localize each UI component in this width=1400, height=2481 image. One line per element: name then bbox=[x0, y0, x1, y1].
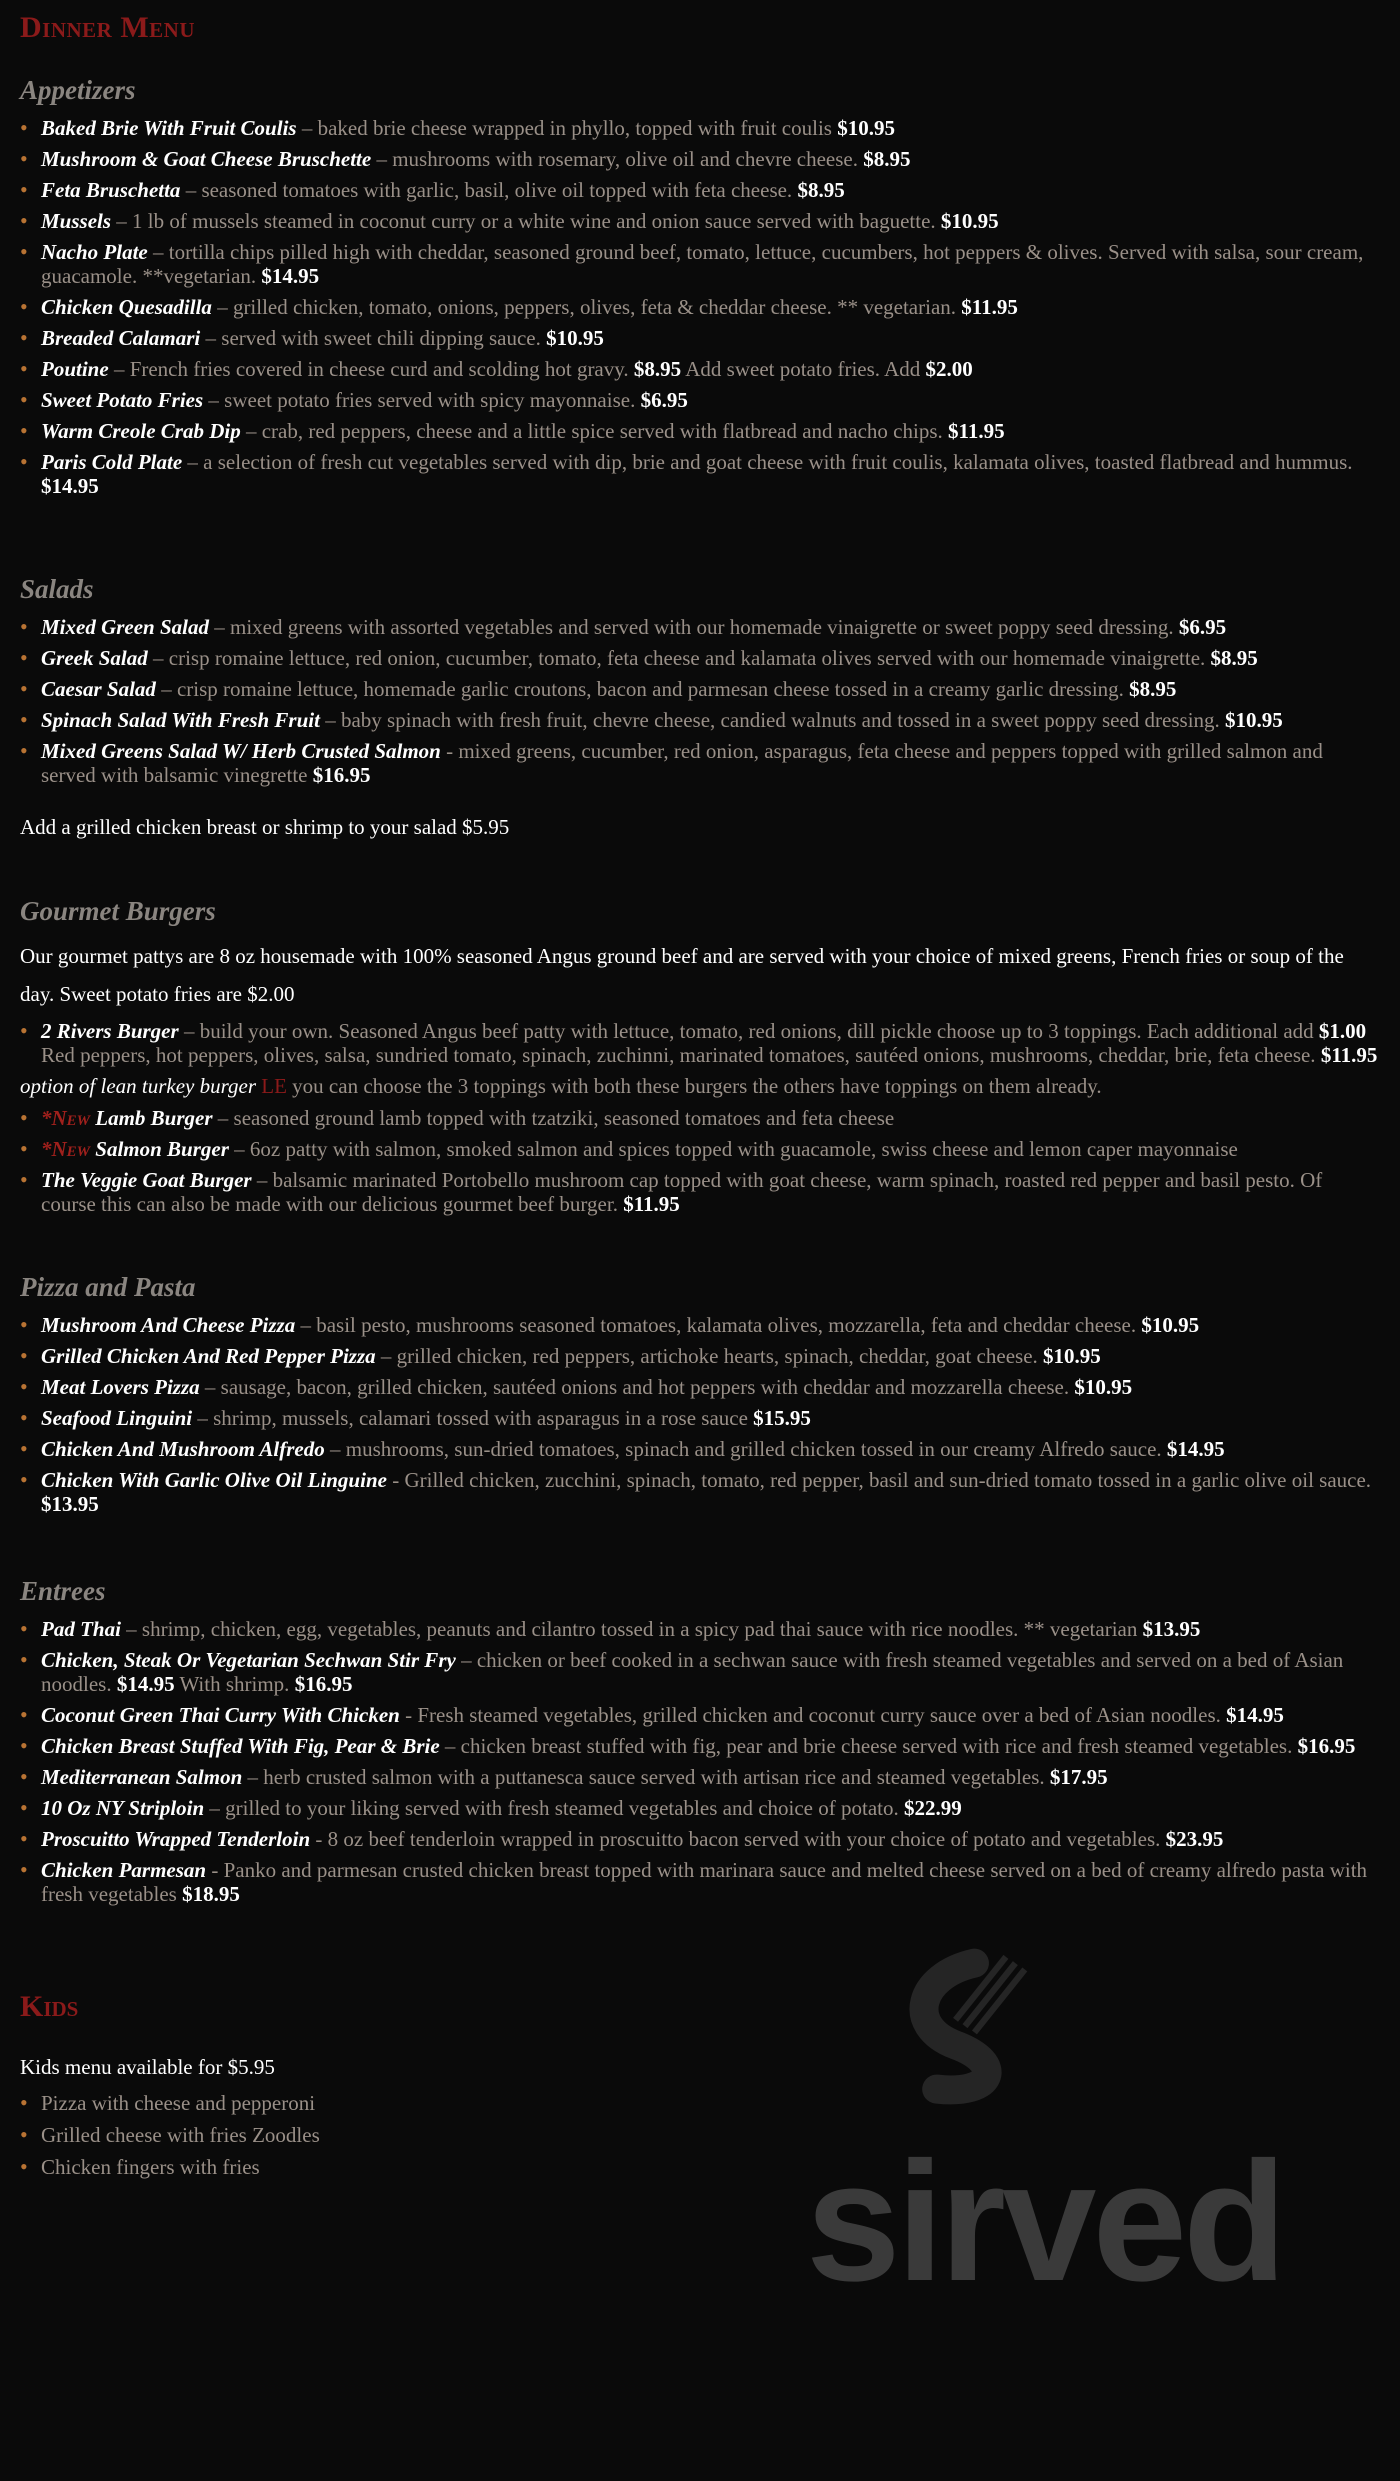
list-item: • Chicken fingers with fries bbox=[20, 2155, 1380, 2179]
appetizers-list bbox=[20, 116, 1380, 498]
menu-item: • Chicken And Mushroom Alfredo – mushrooms, sun-dried tomatoes, spinach and grilled chicken tossed in our creamy Alfredo sauce. $14.95 bbox=[20, 1437, 1380, 1461]
menu-item: • *New Salmon Burger – 6oz patty with salmon, smoked salmon and spices topped with guacamole, swiss cheese and lemon caper mayonnaise bbox=[20, 1137, 1380, 1161]
menu-item: • Mixed Greens Salad W/ Herb Crusted Salmon - mixed greens, cucumber, red onion, asparagus, feta cheese and peppers topped with grilled salmon and served with balsamic vinegrette $16.95 bbox=[20, 739, 1380, 787]
kids-heading: Kids bbox=[20, 1990, 79, 2023]
menu-item: • Chicken, Steak Or Vegetarian Sechwan Stir Fry – chicken or beef cooked in a sechwan sauce with fresh steamed vegetables and served on a bed of Asian noodles. $14.95 With shrimp. $16.95 bbox=[20, 1648, 1380, 1696]
menu-item: • Chicken With Garlic Olive Oil Linguine - Grilled chicken, zucchini, spinach, tomato, red pepper, basil and sun-dried tomato tossed in a garlic olive oil sauce. $13.95 bbox=[20, 1468, 1380, 1516]
kids-note: Kids menu available for $5.95 bbox=[20, 2055, 275, 2079]
pizza-heading: Pizza and Pasta bbox=[20, 1272, 196, 1302]
menu-item: • 10 Oz NY Striploin – grilled to your liking served with fresh steamed vegetables and choice of potato. $22.99 bbox=[20, 1796, 1380, 1820]
menu-item: • Mussels – 1 lb of mussels steamed in coconut curry or a white wine and onion sauce served with baguette. $10.95 bbox=[20, 209, 1380, 233]
menu-item: • Feta Bruschetta – seasoned tomatoes with garlic, basil, olive oil topped with feta cheese. $8.95 bbox=[20, 178, 1380, 202]
new-badge: *New bbox=[41, 1137, 91, 1161]
menu-item: • Meat Lovers Pizza – sausage, bacon, grilled chicken, sautéed onions and hot peppers with cheddar and mozzarella cheese. $10.95 bbox=[20, 1375, 1380, 1399]
menu-item: • Pad Thai – shrimp, chicken, egg, vegetables, peanuts and cilantro tossed in a spicy pad thai sauce with rice noodles. ** vegetarian $13.95 bbox=[20, 1617, 1380, 1641]
appetizers-heading: Appetizers bbox=[20, 75, 136, 105]
entrees-list bbox=[20, 1617, 1380, 1906]
entrees-heading: Entrees bbox=[20, 1576, 106, 1606]
menu-item: • Paris Cold Plate – a selection of fresh cut vegetables served with dip, brie and goat cheese with fruit coulis, kalamata olives, toasted flatbread and hummus. $14.95 bbox=[20, 450, 1380, 498]
menu-item: • Mushroom & Goat Cheese Bruschette – mushrooms with rosemary, olive oil and chevre cheese. $8.95 bbox=[20, 147, 1380, 171]
burgers-intro: Our gourmet pattys are 8 oz housemade with 100% seasoned Angus ground beef and are served with your choice of mixed greens, French fries or soup of the day. Sweet potato fries are $2.00 bbox=[20, 944, 1344, 1006]
burgers-heading: Gourmet Burgers bbox=[20, 896, 216, 926]
salads-heading: Salads bbox=[20, 574, 94, 604]
menu-item: • Chicken Parmesan - Panko and parmesan crusted chicken breast topped with marinara sauce and melted cheese served on a bed of creamy alfredo pasta with fresh vegetables $18.95 bbox=[20, 1858, 1380, 1906]
sirved-watermark: sirved bbox=[806, 2127, 1283, 2317]
page-title: Dinner Menu bbox=[20, 11, 195, 44]
menu-item: • 2 Rivers Burger – build your own. Seasoned Angus beef patty with lettuce, tomato, red onions, dill pickle choose up to 3 toppings. Each additional add $1.00 Red peppers, hot peppers, olives, salsa, sundried tomato, spinach, zuchinni, marinated tomatoes, sautéed onions, mushrooms, cheddar, brie, feta cheese. $11.95 bbox=[20, 1019, 1380, 1067]
menu-item: • Greek Salad – crisp romaine lettuce, red onion, cucumber, tomato, feta cheese and kalamata olives served with our homemade vinaigrette. $8.95 bbox=[20, 646, 1380, 670]
menu-item: • Warm Creole Crab Dip – crab, red peppers, cheese and a little spice served with flatbread and nacho chips. $11.95 bbox=[20, 419, 1380, 443]
salads-list bbox=[20, 615, 1380, 787]
menu-item: • Proscuitto Wrapped Tenderloin - 8 oz beef tenderloin wrapped in proscuitto bacon served with your choice of potato and vegetables. $23.95 bbox=[20, 1827, 1380, 1851]
menu-item: • Chicken Breast Stuffed With Fig, Pear & Brie – chicken breast stuffed with fig, pear and brie cheese served with rice and fresh steamed vegetables. $16.95 bbox=[20, 1734, 1380, 1758]
menu-item: • Chicken Quesadilla – grilled chicken, tomato, onions, peppers, olives, feta & cheddar cheese. ** vegetarian. $11.95 bbox=[20, 295, 1380, 319]
sirved-utensils-icon bbox=[880, 1930, 1220, 2160]
menu-item: • Grilled Chicken And Red Pepper Pizza – grilled chicken, red peppers, artichoke hearts, spinach, cheddar, goat cheese. $10.95 bbox=[20, 1344, 1380, 1368]
menu-item: • Mixed Green Salad – mixed greens with assorted vegetables and served with our homemade vinaigrette or sweet poppy seed dressing. $6.95 bbox=[20, 615, 1380, 639]
menu-item: • Coconut Green Thai Curry With Chicken - Fresh steamed vegetables, grilled chicken and coconut curry sauce over a bed of Asian noodles. $14.95 bbox=[20, 1703, 1380, 1727]
list-item: • Pizza with cheese and pepperoni bbox=[20, 2091, 1380, 2115]
menu-item: • *New Lamb Burger – seasoned ground lamb topped with tzatziki, seasoned tomatoes and feta cheese bbox=[20, 1106, 1380, 1130]
menu-item: • Baked Brie With Fruit Coulis – baked brie cheese wrapped in phyllo, topped with fruit coulis $10.95 bbox=[20, 116, 1380, 140]
burgers-list-2 bbox=[20, 1106, 1380, 1216]
menu-item: • The Veggie Goat Burger – balsamic marinated Portobello mushroom cap topped with goat cheese, warm spinach, roasted red pepper and basil pesto. Of course this can also be made with our delicious gourmet beef burger. $11.95 bbox=[20, 1168, 1380, 1216]
menu-item: • Spinach Salad With Fresh Fruit – baby spinach with fresh fruit, chevre cheese, candied walnuts and tossed in a sweet poppy seed dressing. $10.95 bbox=[20, 708, 1380, 732]
new-badge: *New bbox=[41, 1106, 91, 1130]
menu-item: • Sweet Potato Fries – sweet potato fries served with spicy mayonnaise. $6.95 bbox=[20, 388, 1380, 412]
pizza-list bbox=[20, 1313, 1380, 1516]
burgers-list bbox=[20, 1019, 1380, 1067]
list-item: • Grilled cheese with fries Zoodles bbox=[20, 2123, 1380, 2147]
menu-item: • Breaded Calamari – served with sweet chili dipping sauce. $10.95 bbox=[20, 326, 1380, 350]
menu-item: • Mediterranean Salmon – herb crusted salmon with a puttanesca sauce served with artisan rice and steamed vegetables. $17.95 bbox=[20, 1765, 1380, 1789]
menu-item: • Poutine – French fries covered in cheese curd and scolding hot gravy. $8.95 Add sweet potato fries. Add $2.00 bbox=[20, 357, 1380, 381]
menu-item: • Seafood Linguini – shrimp, mussels, calamari tossed with asparagus in a rose sauce $15.95 bbox=[20, 1406, 1380, 1430]
menu-item: • Caesar Salad – crisp romaine lettuce, homemade garlic croutons, bacon and parmesan cheese tossed in a creamy garlic dressing. $8.95 bbox=[20, 677, 1380, 701]
menu-item: • Mushroom And Cheese Pizza – basil pesto, mushrooms seasoned tomatoes, kalamata olives, mozzarella, feta and cheddar cheese. $10.95 bbox=[20, 1313, 1380, 1337]
turkey-note: option of lean turkey burger LE you can choose the 3 toppings with both these burgers the others have toppings on them already. bbox=[20, 1074, 1102, 1098]
salad-add-note: Add a grilled chicken breast or shrimp to your salad $5.95 bbox=[20, 815, 510, 839]
menu-item: • Nacho Plate – tortilla chips pilled high with cheddar, seasoned ground beef, tomato, lettuce, cucumbers, hot peppers & olives. Served with salsa, sour cream, guacamole. **vegetarian. $14.95 bbox=[20, 240, 1380, 288]
